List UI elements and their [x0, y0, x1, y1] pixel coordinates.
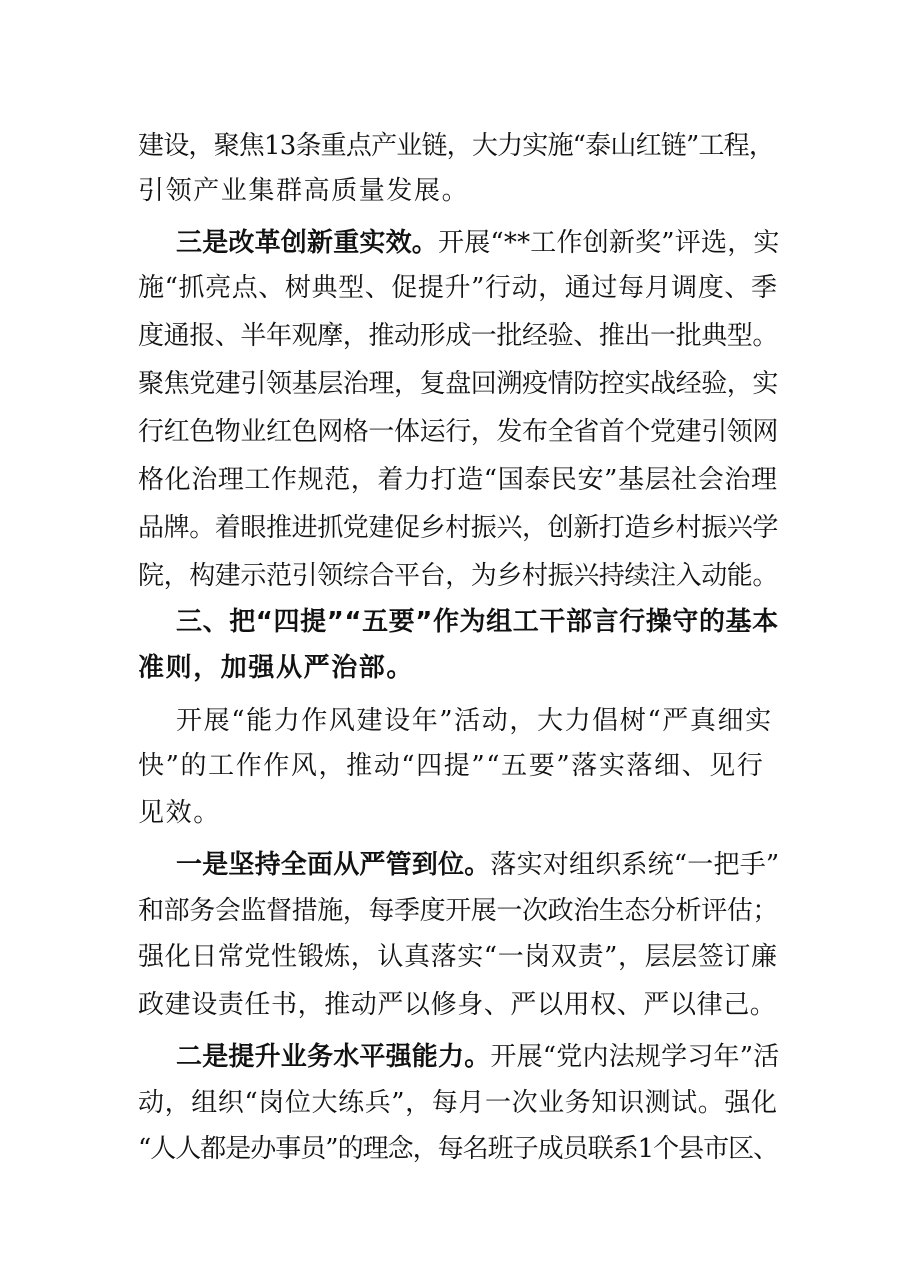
line-text: 开展“能力作风建设年”活动，大力倡树“严真细实 — [176, 706, 773, 736]
paragraph-line-21 — [138, 1088, 778, 1118]
paragraph-line-7 — [138, 417, 778, 447]
paragraph-line-19 — [138, 990, 778, 1020]
paragraph-line-4 — [138, 273, 778, 303]
line-text: 开展“党内法规学习年”活 — [490, 1042, 780, 1072]
paragraph-line-18 — [138, 942, 778, 972]
paragraph-business-level — [176, 1042, 780, 1072]
section-heading-three — [176, 607, 780, 637]
lead-in-bold: 一是坚持全面从严管到位。 — [176, 850, 491, 880]
line-text: 院，构建示范引领综合平台，为乡村振兴持续注入动能。 — [138, 561, 779, 591]
paragraph-reform-innovation — [176, 228, 780, 258]
paragraph-line-22 — [138, 1134, 778, 1164]
line-text: 行红色物业红色网格一体运行，发布全省首个党建引领网 — [138, 417, 779, 447]
line-text: 度通报、半年观摩，推动形成一批经验、推出一批典型。 — [138, 321, 779, 351]
section-heading-three-cont — [138, 653, 778, 683]
paragraph-line-17 — [138, 896, 778, 926]
line-text: 强化日常党性锻炼，认真落实“一岗双责”，层层签订廉 — [138, 942, 778, 972]
line-text: 和部务会监督措施，每季度开展一次政治生态分析评估； — [138, 896, 779, 926]
line-text: 开展“**工作创新奖”评选，实 — [438, 228, 780, 258]
paragraph-line-8 — [138, 465, 778, 495]
line-text: 动，组织“岗位大练兵”，每月一次业务知识测试。强化 — [138, 1088, 778, 1118]
line-text: 品牌。着眼推进抓党建促乡村振兴，创新打造乡村振兴学 — [138, 513, 779, 543]
paragraph-strict-management — [176, 850, 780, 880]
paragraph-line-1 — [138, 131, 778, 161]
paragraph-line-6 — [138, 369, 778, 399]
paragraph-line-14 — [138, 751, 778, 781]
paragraph-line-2 — [138, 176, 778, 206]
line-text: 政建设责任书，推动严以修身、严以用权、严以律己。 — [138, 990, 777, 1020]
line-text: 建设，聚焦13条重点产业链，大力实施“泰山红链”工程， — [138, 131, 775, 161]
paragraph-line-13 — [176, 706, 780, 736]
line-text: “人人都是办事员”的理念，每名班子成员联系1个县市区、 — [138, 1134, 779, 1164]
line-text: 施“抓亮点、树典型、促提升”行动，通过每月调度、季 — [138, 273, 778, 303]
heading-text: 准则，加强从严治部。 — [138, 653, 415, 683]
line-text: 格化治理工作规范，着力打造“国泰民安”基层社会治理 — [138, 465, 778, 495]
line-text: 见效。 — [138, 798, 221, 828]
paragraph-line-9 — [138, 513, 778, 543]
line-text: 快”的工作作风，推动“四提”“五要”落实落细、见行 — [138, 751, 765, 781]
line-text: 落实对组织系统“一把手” — [490, 850, 780, 880]
paragraph-line-15 — [138, 798, 778, 828]
heading-text: 三、把“四提”“五要”作为组工干部言行操守的基本 — [176, 607, 779, 637]
line-text: 聚焦党建引领基层治理，复盘回溯疫情防控实战经验，实 — [138, 369, 779, 399]
lead-in-bold: 二是提升业务水平强能力。 — [176, 1042, 491, 1072]
lead-in-bold: 三是改革创新重实效。 — [176, 228, 439, 258]
line-text: 引领产业集群高质量发展。 — [138, 176, 470, 206]
paragraph-line-5 — [138, 321, 778, 351]
paragraph-line-10 — [138, 561, 778, 591]
